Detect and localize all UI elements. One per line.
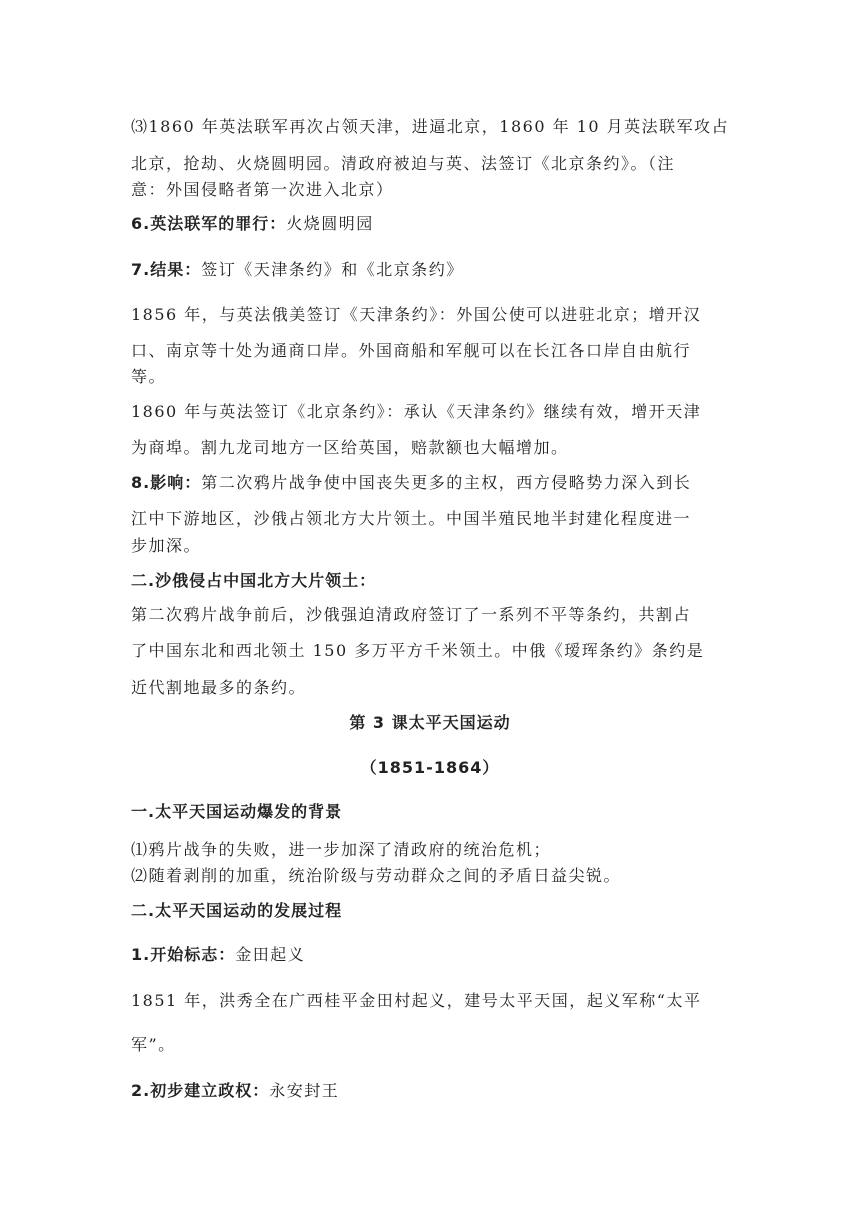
section-text: 签订《天津条约》和《北京条约》 bbox=[201, 260, 464, 279]
paragraph-line: 1856 年，与英法俄美签订《天津条约》：外国公使可以进驻北京；增开汉 bbox=[131, 305, 702, 324]
section-label: 1.开始标志： bbox=[131, 945, 236, 964]
paragraph-line: ⑶1860 年英法联军再次占领天津，进逼北京，1860 年 10 月英法联军攻占 bbox=[131, 117, 730, 136]
section-8 bbox=[131, 473, 691, 493]
lesson-title: 第 3 课太平天国运动 bbox=[349, 713, 511, 732]
section-label: 2.初步建立政权： bbox=[131, 1081, 270, 1100]
section-text: 第二次鸦片战争使中国丧失更多的主权，西方侵略势力深入到长 bbox=[201, 473, 692, 492]
lesson-years: （1851-1864） bbox=[360, 758, 500, 777]
paragraph-line: 为商埠。割九龙司地方一区给英国，赔款额也大幅增加。 bbox=[131, 438, 569, 457]
paragraph-line: 江中下游地区，沙俄占领北方大片领土。中国半殖民地半封建化程度进一 bbox=[131, 509, 692, 528]
section-label: 7.结果： bbox=[131, 260, 202, 279]
section-heading: 二.太平天国运动的发展过程 bbox=[131, 901, 343, 920]
section-label: 8.影响： bbox=[131, 473, 202, 492]
paragraph-line: 第二次鸦片战争前后，沙俄强迫清政府签订了一系列不平等条约，共割占 bbox=[131, 605, 692, 624]
paragraph-line: 步加深。 bbox=[131, 536, 202, 555]
paragraph-line: 了中国东北和西北领土 150 多万平方千米领土。中俄《瑷珲条约》条约是 bbox=[131, 641, 705, 660]
subsection-2 bbox=[131, 1081, 339, 1101]
subsection-1 bbox=[131, 945, 305, 965]
section-6 bbox=[131, 214, 374, 234]
paragraph-line: 1860 年与英法签订《北京条约》：承认《天津条约》继续有效，增开天津 bbox=[131, 402, 702, 421]
section-text: 火烧圆明园 bbox=[286, 214, 374, 233]
section-text: 金田起义 bbox=[235, 945, 306, 964]
paragraph-line: 意：外国侵略者第一次进入北京） bbox=[131, 180, 394, 199]
paragraph-line: 北京，抢劫、火烧圆明园。清政府被迫与英、法签订《北京条约》。（注 bbox=[131, 154, 676, 173]
paragraph-line: 近代割地最多的条约。 bbox=[131, 678, 307, 697]
paragraph-line: 口、南京等十处为通商口岸。外国商船和军舰可以在长江各口岸自由航行 bbox=[131, 341, 692, 360]
section-heading: 二.沙俄侵占中国北方大片领土： bbox=[131, 571, 377, 590]
paragraph-line: 1851 年，洪秀全在广西桂平金田村起义，建号太平天国，起义军称“太平 bbox=[131, 991, 702, 1010]
paragraph-line: 军”。 bbox=[131, 1035, 176, 1054]
section-label: 6.英法联军的罪行： bbox=[131, 214, 287, 233]
paragraph-line: 等。 bbox=[131, 367, 167, 386]
list-item: ⑵随着剥削的加重，统治阶级与劳动群众之间的矛盾日益尖锐。 bbox=[131, 866, 622, 885]
section-heading: 一.太平天国运动爆发的背景 bbox=[131, 802, 343, 821]
list-item: ⑴鸦片战争的失败，进一步加深了清政府的统治危机； bbox=[131, 840, 552, 859]
section-7 bbox=[131, 260, 464, 280]
section-text: 永安封王 bbox=[269, 1081, 340, 1100]
